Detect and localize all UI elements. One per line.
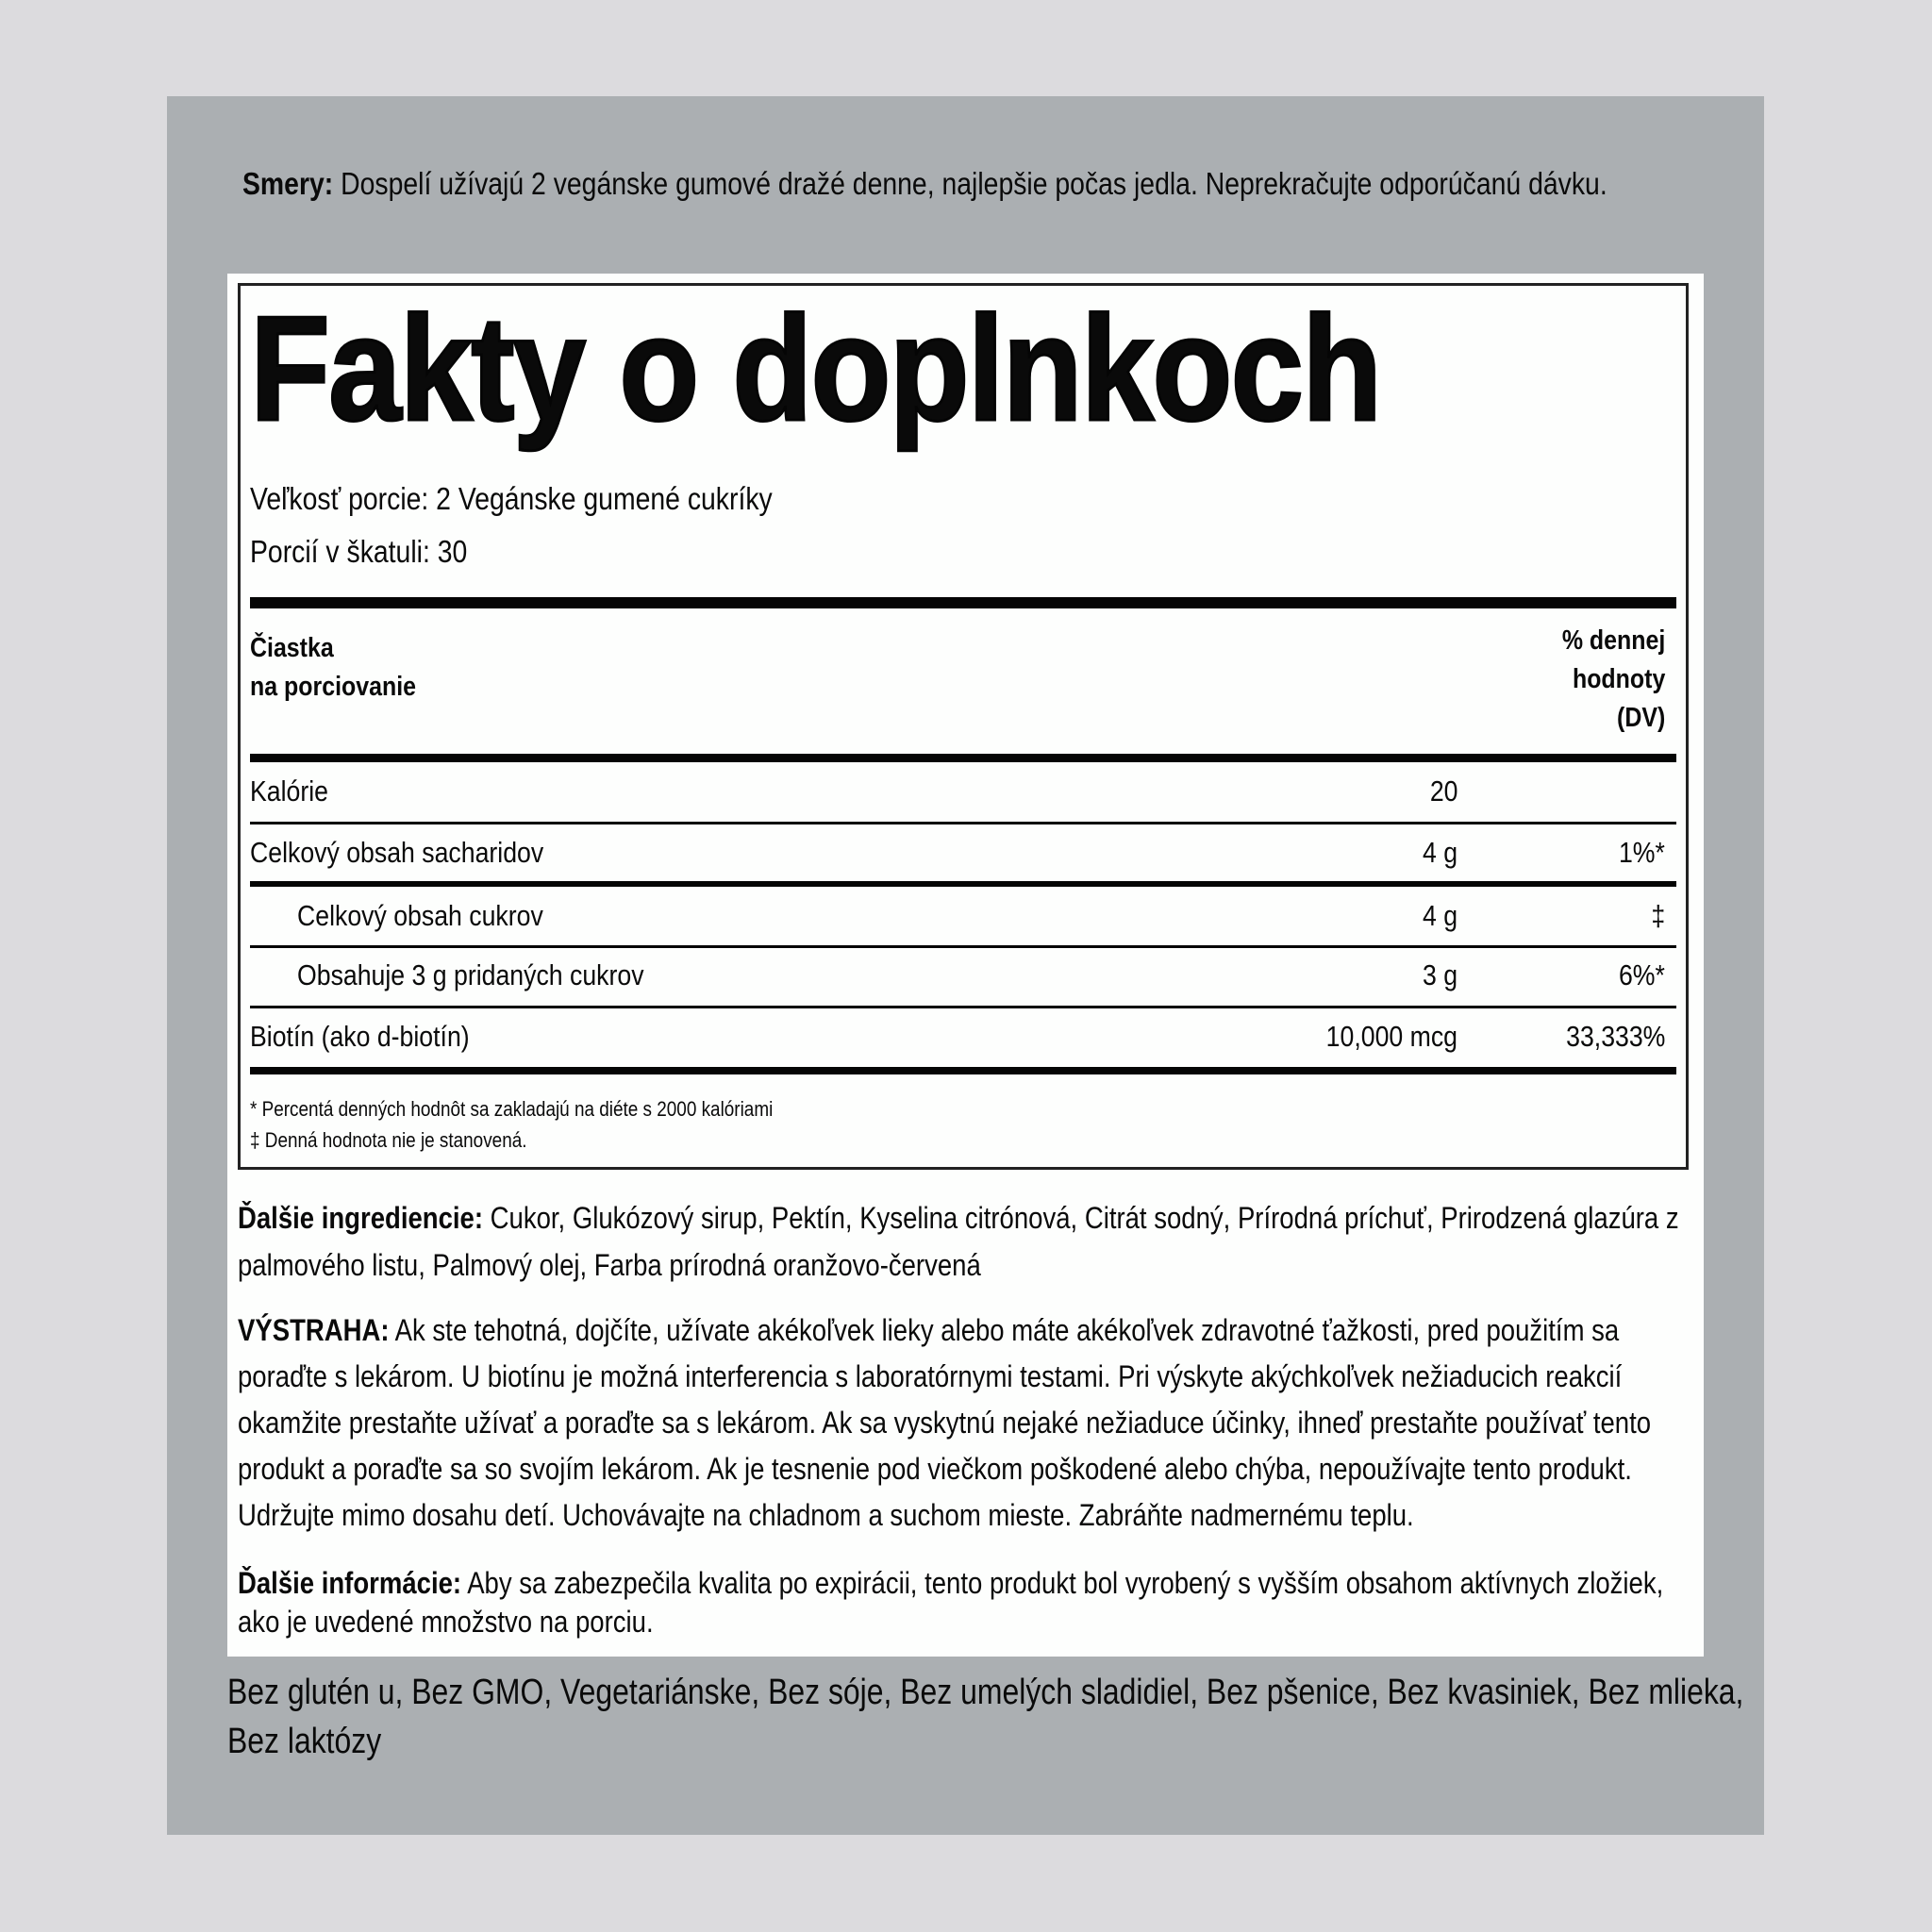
nutrient-name: Kalórie <box>250 774 328 808</box>
header-dv-line2: hodnoty <box>1572 664 1665 694</box>
medium-divider <box>250 881 1676 887</box>
other-ingredients-label: Ďalšie ingrediencie: <box>238 1201 484 1235</box>
nutrient-row-biotin <box>250 1008 1676 1067</box>
thick-divider <box>250 1067 1676 1074</box>
product-claims: Bez glutén u, Bez GMO, Vegetariánske, Bez sóje, Bez umelých sladidiel, Bez pšenice, Bez kvasiniek, Bez mlieka, Bez laktózy <box>227 1673 1744 1761</box>
additional-info-label: Ďalšie informácie: <box>238 1566 462 1600</box>
serving-size: Veľkosť porcie: 2 Vegánske gumené cukríky <box>250 481 773 516</box>
nutrient-row-added-sugars <box>250 947 1676 1006</box>
nutrient-dv: 6%* <box>1619 958 1665 991</box>
nutrient-amount: 3 g <box>1422 958 1457 991</box>
warning-label: VÝSTRAHA: <box>238 1313 390 1347</box>
nutrient-dv: 33,333% <box>1565 1020 1665 1053</box>
supplement-facts-box <box>238 283 1689 1170</box>
nutrient-amount: 10,000 mcg <box>1325 1020 1457 1053</box>
nutrient-amount: 20 <box>1429 774 1457 808</box>
header-dv-line1: % dennej <box>1561 625 1665 656</box>
nutrient-dv: ‡ <box>1651 899 1665 932</box>
header-amount-line1: Čiastka <box>250 633 334 663</box>
thick-divider <box>250 754 1676 762</box>
supplement-facts-title: Fakty o doplnkoch <box>250 286 1381 452</box>
nutrient-amount: 4 g <box>1422 899 1457 932</box>
header-amount-line2: na porciovanie <box>250 672 417 702</box>
header-dv-line3: (DV) <box>1616 703 1665 733</box>
amount-per-serving-header <box>250 629 416 707</box>
other-ingredients <box>238 1194 1698 1289</box>
additional-info-text: Aby sa zabezpečila kvalita po expirácii, tento produkt bol vyrobený s vyšším obsahom aktívnych zložiek, ako je uvedené množstvo na porciu. <box>238 1566 1664 1639</box>
nutrient-row-carbohydrates <box>250 824 1676 883</box>
footnote-daily-values: * Percentá denných hodnôt sa zakladajú na diéte s 2000 kalóriami <box>250 1097 774 1121</box>
servings-per-container: Porcií v škatuli: 30 <box>250 534 468 569</box>
additional-info <box>238 1564 1698 1641</box>
nutrient-dv: 1%* <box>1619 836 1665 869</box>
footnote-dv-not-established: ‡ Denná hodnota nie je stanovená. <box>250 1128 527 1152</box>
directions-text <box>242 162 1727 206</box>
other-ingredients-text: Cukor, Glukózový sirup, Pektín, Kyselina citrónová, Citrát sodný, Prírodná príchuť, Prirodzená glazúra z palmového listu, Palmový olej, Farba prírodná oranžovo-červená <box>238 1201 1679 1282</box>
warning-text: Ak ste tehotná, dojčíte, užívate akékoľvek lieky alebo máte akékoľvek zdravotné ťažkosti, pred použitím sa poraďte s lekárom. U biotínu je možná interferencia s laboratórnymi testami. Pri výskyte akýchkoľvek nežiaducich reakcií okamžite prestaňte užívať a poraďte sa s lekárom. Ak sa vyskytnú nejaké nežiaduce účinky, ihneď prestaňte používať tento produkt a poraďte sa so svojím lekárom. Ak je tesnenie pod viečkom poškodené alebo chýba, nepoužívajte tento produkt. Udržujte mimo dosahu detí. Uchovávajte na chladnom a suchom mieste. Zabráňte nadmernému teplu. <box>238 1313 1652 1532</box>
thick-divider <box>250 597 1676 608</box>
nutrient-row-calories <box>250 763 1676 822</box>
nutrient-amount: 4 g <box>1422 836 1457 869</box>
nutrient-name: Biotín (ako d-biotín) <box>250 1020 470 1053</box>
daily-value-header <box>1562 622 1665 738</box>
directions-label: Smery: <box>242 166 334 201</box>
label-card <box>227 274 1704 1657</box>
nutrient-row-total-sugars <box>250 888 1676 946</box>
warning <box>238 1307 1698 1539</box>
nutrient-name: Celkový obsah sacharidov <box>250 836 544 869</box>
nutrient-name: Celkový obsah cukrov <box>297 899 543 932</box>
label-panel <box>167 96 1764 1835</box>
directions-body: Dospelí užívajú 2 vegánske gumové dražé denne, najlepšie počas jedla. Neprekračujte odporúčanú dávku. <box>333 166 1607 201</box>
nutrient-name: Obsahuje 3 g pridaných cukrov <box>297 958 644 991</box>
